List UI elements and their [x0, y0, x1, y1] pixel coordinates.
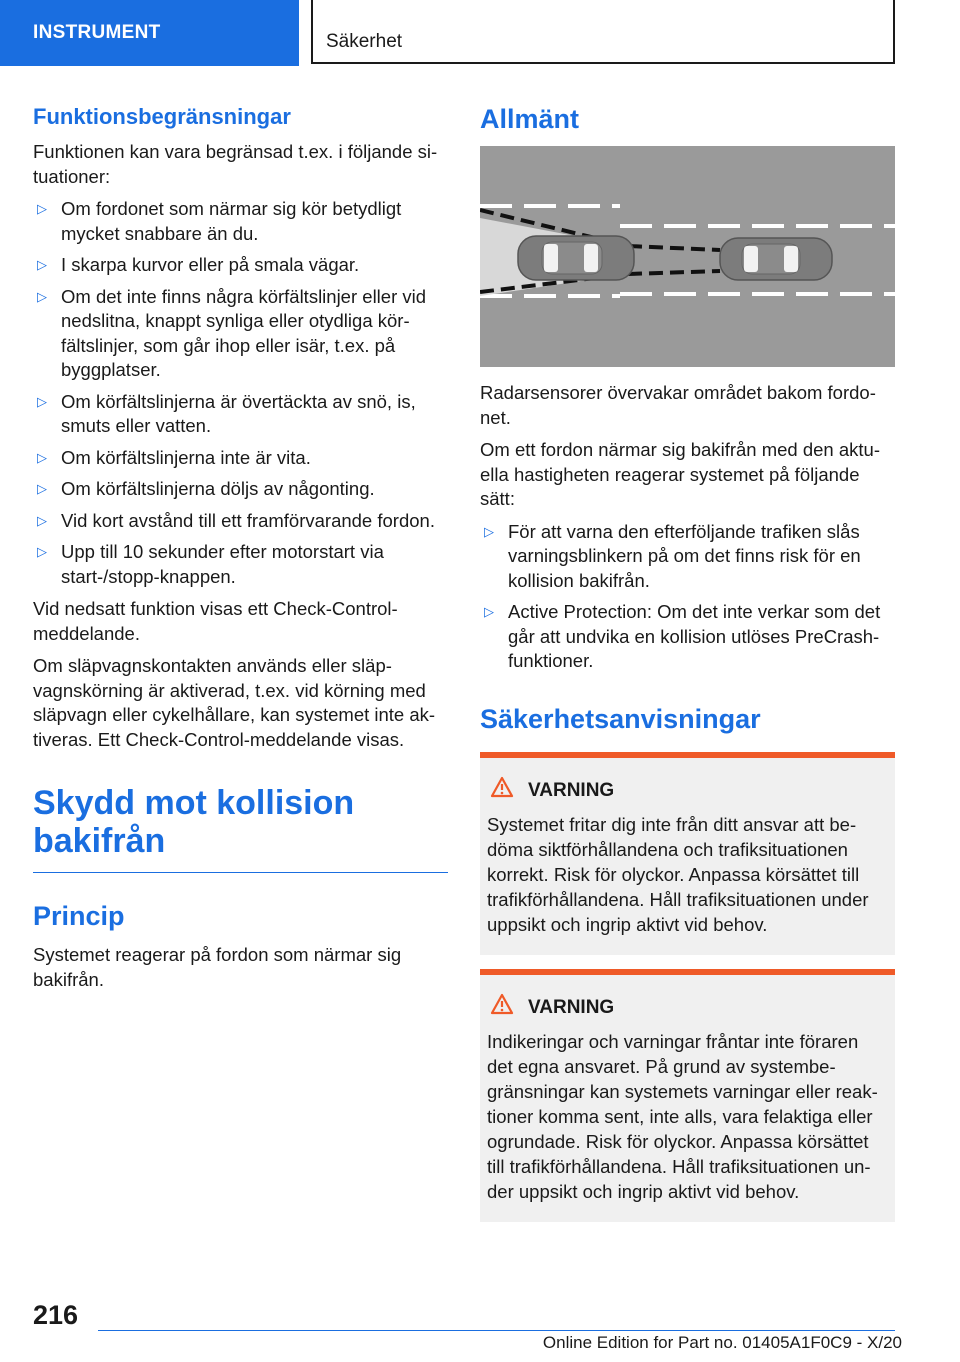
safety-heading: Säkerhetsanvisningar [480, 703, 761, 734]
triangle-bullet-icon: ▷ [37, 393, 47, 409]
general-heading: Allmänt [480, 104, 580, 134]
list-item-text: Om körfältslinjerna döljs av någonting. [61, 478, 375, 499]
warning-title [487, 993, 887, 1023]
warning-box [480, 969, 895, 1222]
list-item-text: Om det inte finns några körfältslinjer eller vid nedslitna, knappt synliga eller otydliga kör-fältslinjer, som går ihop eller isär, t.ex. på byggplatser. [61, 285, 427, 380]
triangle-bullet-icon: ▷ [37, 201, 47, 216]
list-item-text: Om körfältslinjerna är övertäckta av snö, is, smuts eller vatten. [61, 390, 416, 436]
list-item [33, 477, 448, 502]
page-number: 216 [33, 1300, 79, 1330]
warning-triangle-icon [490, 776, 514, 806]
right-column [480, 100, 895, 1236]
list-item-text: Upp till 10 sekunder efter motorstart via start-/stopp-knappen. [61, 541, 384, 587]
section-title: Säkerhet [311, 0, 895, 64]
triangle-bullet-icon: ▷ [484, 523, 494, 539]
own-car-icon [720, 238, 832, 280]
triangle-bullet-icon: ▷ [37, 257, 47, 272]
principle-heading: Princip [33, 901, 125, 931]
warning-title [487, 776, 887, 806]
list-item [33, 509, 448, 534]
limitations-paragraph: Vid nedsatt funktion visas ett Check-Control-meddelande. [33, 598, 398, 644]
list-item [480, 600, 895, 674]
list-item-text: Om fordonet som närmar sig kör betydligt mycket snabbare än du. [61, 198, 402, 244]
principle-text: Systemet reagerar på fordon som närmar sig bakifrån. [33, 944, 402, 990]
list-item-text: I skarpa kurvor eller på smala vägar. [61, 254, 360, 275]
warning-text: Indikeringar och varningar fråntar inte föraren det egna ansvaret. På grund av systembe-gränsningar kan systemets varningar eller reak-tioner komma sent, inte alls, vara felaktiga eller ogrundade. Risk för olyckor. Anpassa körsättet till trafikförhållandena. Håll trafiksituationen un-der uppsikt och ingrip aktivt vid behov. [487, 1030, 878, 1202]
list-item [33, 540, 448, 589]
limitations-paragraph: Om släpvagnskontakten används eller släp-vagnskörning är aktiverad, t.ex. vid körning med släpvagn eller cykelhållare, kan systemet inte ak-tiveras. Ett Check-Control-meddelande visas. [33, 655, 436, 750]
list-item [33, 285, 448, 383]
list-item [33, 390, 448, 439]
rear-car-icon [518, 236, 634, 280]
triangle-bullet-icon: ▷ [37, 512, 47, 528]
general-paragraph: Radarsensorer övervakar området bakom fordo-net. [480, 382, 876, 428]
triangle-bullet-icon: ▷ [37, 481, 47, 496]
chapter-heading: Skydd mot kollision bakifrån [33, 784, 448, 873]
list-item [480, 520, 895, 594]
triangle-bullet-icon: ▷ [37, 544, 47, 559]
triangle-bullet-icon: ▷ [484, 604, 494, 619]
footer-divider [98, 1330, 895, 1331]
triangle-bullet-icon: ▷ [37, 288, 47, 304]
warning-triangle-icon [490, 993, 514, 1023]
list-item [33, 446, 448, 471]
limitations-heading: Funktionsbegränsningar [33, 104, 291, 129]
limitations-intro: Funktionen kan vara begränsad t.ex. i följande si-tuationer: [33, 141, 438, 187]
warning-text: Systemet fritar dig inte från ditt ansvar att be-döma siktförhållandena och trafiksituationen korrekt. Risk för olyckor. Anpassa körsättet till trafikförhållandena. Håll trafiksituationen under uppsikt och ingrip aktivt vid behov. [487, 813, 869, 935]
list-item-text: Active Protection: Om det inte verkar som det går att undvika en kollision utlöses PreCrash-funktioner. [508, 601, 881, 671]
limitations-list [33, 197, 448, 589]
list-item [33, 197, 448, 246]
list-item [33, 253, 448, 278]
road-diagram [480, 146, 895, 367]
warning-label: VARNING [528, 779, 615, 801]
radar-illustration [480, 146, 895, 367]
left-column [33, 100, 448, 1000]
triangle-bullet-icon: ▷ [37, 449, 47, 465]
chapter-tab[interactable]: INSTRUMENT [0, 0, 299, 66]
edition-text: Online Edition for Part no. 01405A1F0C9 - X/20 [542, 1333, 902, 1352]
list-item-text: För att varna den efterföljande trafiken slås varningsblinkern på om det finns risk för en kollision bakifrån. [508, 520, 861, 591]
general-list [480, 520, 895, 674]
general-paragraph: Om ett fordon närmar sig bakifrån med den aktu-ella hastigheten reagerar systemet på följande sätt: [480, 439, 880, 509]
list-item-text: Vid kort avstånd till ett framförvarande fordon. [61, 509, 435, 531]
list-item-text: Om körfältslinjerna inte är vita. [61, 446, 311, 468]
warning-box [480, 752, 895, 955]
warning-label: VARNING [528, 996, 615, 1018]
